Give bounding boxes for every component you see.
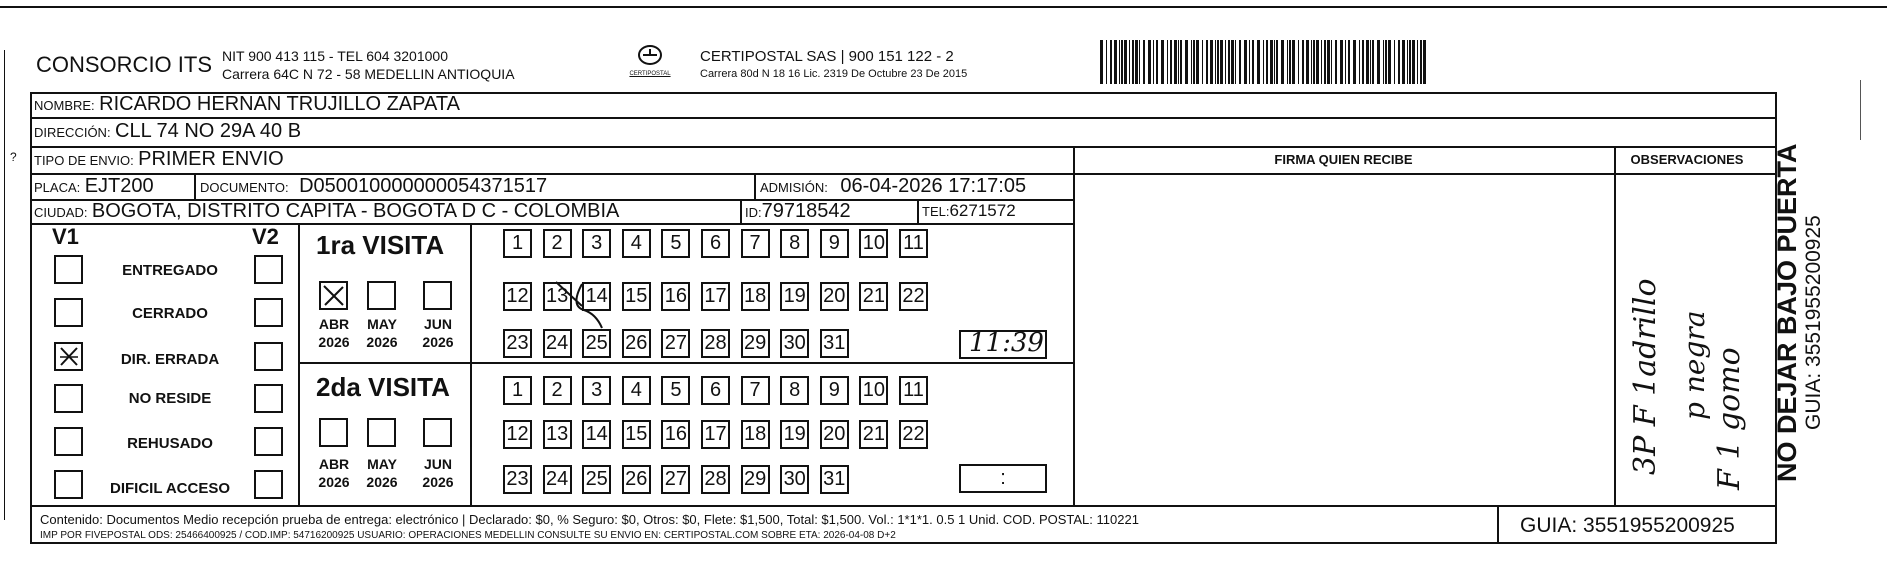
- barcode-bar: [1235, 40, 1236, 84]
- barcode-bar: [1270, 40, 1273, 84]
- col-line-id: [740, 199, 742, 223]
- barcode-bar: [1110, 40, 1112, 84]
- id-value: 79718542: [761, 200, 851, 222]
- side-guia: GUIA: 3551955200925: [1802, 215, 1825, 430]
- barcode-bar: [1148, 40, 1151, 84]
- documento-row: [200, 175, 547, 198]
- visit1-day-11[interactable]: 11: [899, 229, 928, 258]
- visit2-month-may-box[interactable]: [367, 418, 396, 447]
- cert-line1: CERTIPOSTAL SAS | 900 151 122 - 2: [700, 48, 954, 65]
- visit2-title: 2da VISITA: [316, 372, 450, 402]
- admision-label: ADMISIÓN:: [760, 180, 828, 195]
- visit2-day-23[interactable]: 23: [503, 465, 532, 494]
- tel-row: [922, 201, 1016, 221]
- visit2-day-9[interactable]: 9: [820, 376, 849, 405]
- barcode: [1100, 40, 1430, 84]
- tipo-value: PRIMER ENVIO: [138, 148, 284, 170]
- left-edge-line: [4, 50, 5, 520]
- month-label: MAY: [367, 456, 397, 472]
- footer-line1: Contenido: Documentos Medio recepción prueba de entrega: electrónico | Declarado: $0, % Seguro: $0, Otros: $0, Flete: $1,500, Total: $1,500. Vol.: 1*1*1. 0.5 1 Unid. COD. POSTAL: 110221: [40, 512, 1139, 527]
- barcode-bar: [1362, 40, 1364, 84]
- company-line1: NIT 900 413 115 - TEL 604 3201000: [222, 48, 448, 64]
- v2-checkbox-no-reside[interactable]: [254, 384, 283, 413]
- barcode-bar: [1129, 40, 1130, 84]
- barcode-bar: [1266, 40, 1268, 84]
- check-x-icon: [321, 283, 346, 308]
- barcode-bar: [1178, 40, 1179, 84]
- barcode-bar: [1313, 40, 1315, 84]
- v1-checkbox-dificil-acceso[interactable]: [54, 470, 83, 499]
- barcode-bar: [1191, 40, 1192, 84]
- barcode-bar: [1180, 40, 1182, 84]
- check-x-icon: [56, 344, 81, 369]
- tipo-row: [34, 148, 284, 171]
- visit2-day-4[interactable]: 4: [622, 376, 651, 405]
- barcode-bar: [1370, 40, 1371, 84]
- barcode-bar: [1331, 40, 1332, 84]
- ciudad-value: BOGOTA, DISTRITO CAPITA - BOGOTA D C - COLOMBIA: [91, 200, 620, 222]
- visit2-day-7[interactable]: 7: [741, 376, 770, 405]
- row-line: [30, 505, 1777, 507]
- no-dejar-bajo-puerta: NO DEJAR BAJO PUERTA: [1772, 143, 1802, 482]
- status-rehusado: REHUSADO: [127, 435, 213, 452]
- barcode-bar: [1311, 40, 1312, 84]
- barcode-bar: [1132, 40, 1134, 84]
- visit2-day-1[interactable]: 1: [503, 376, 532, 405]
- barcode-bar: [1215, 40, 1216, 84]
- status-entregado: ENTREGADO: [122, 262, 218, 279]
- obs-handwriting-2: p negra: [1678, 310, 1711, 420]
- barcode-bar: [1345, 40, 1346, 84]
- col-line-footer-guia: [1497, 505, 1499, 544]
- barcode-bar: [1292, 40, 1295, 84]
- visit2-day-31[interactable]: 31: [820, 465, 849, 494]
- col-line-firma: [1073, 146, 1075, 506]
- barcode-bar: [1225, 40, 1226, 84]
- direccion-row: [34, 120, 301, 143]
- visit2-day-8[interactable]: 8: [780, 376, 809, 405]
- barcode-bar: [1321, 40, 1322, 84]
- barcode-bar: [1324, 40, 1326, 84]
- visit1-day-25[interactable]: 25: [582, 329, 611, 358]
- visit1-day-14[interactable]: 14: [582, 282, 611, 311]
- observaciones-header: OBSERVACIONES: [1630, 152, 1744, 167]
- barcode-bar: [1298, 40, 1299, 84]
- visit2-day-3[interactable]: 3: [582, 376, 611, 405]
- visit1-day-27[interactable]: 27: [661, 329, 690, 358]
- barcode-bar: [1167, 40, 1168, 84]
- col-line-placa: [194, 173, 196, 199]
- visit2-month-jun-box[interactable]: [423, 418, 452, 447]
- barcode-bar: [1423, 40, 1426, 84]
- barcode-bar: [1274, 40, 1275, 84]
- visit2-day-29[interactable]: 29: [741, 465, 770, 494]
- logo-text: CERTIPOSTAL: [629, 71, 671, 77]
- barcode-bar: [1220, 40, 1223, 84]
- visit1-day-1[interactable]: 1: [503, 229, 532, 258]
- barcode-bar: [1372, 40, 1374, 84]
- visit1-day-13[interactable]: 13: [543, 282, 572, 311]
- visit2-time-colon: :: [1000, 467, 1006, 489]
- obs-handwriting-3: F 1 gomo: [1712, 347, 1747, 490]
- barcode-bar: [1340, 40, 1343, 84]
- barcode-bar: [1289, 40, 1291, 84]
- col-line-tel: [917, 199, 919, 223]
- visit1-day-29[interactable]: 29: [741, 329, 770, 358]
- barcode-bar: [1420, 40, 1422, 84]
- barcode-bar: [1281, 40, 1284, 84]
- barcode-bar: [1114, 40, 1117, 84]
- v1-checkbox-entregado[interactable]: [54, 255, 83, 284]
- visit1-day-16[interactable]: 16: [661, 282, 690, 311]
- visit1-day-15[interactable]: 15: [622, 282, 651, 311]
- month-label: JUN: [423, 456, 452, 472]
- barcode-bar: [1257, 40, 1260, 84]
- barcode-bar: [1409, 40, 1411, 84]
- barcode-bar: [1316, 40, 1319, 84]
- year-label: 2026: [366, 474, 398, 490]
- col-line-visits: [298, 223, 300, 505]
- barcode-bar: [1385, 40, 1387, 84]
- visit1-month-jun-box[interactable]: [423, 281, 452, 310]
- barcode-bar: [1244, 40, 1247, 84]
- visit1-day-28[interactable]: 28: [701, 329, 730, 358]
- obs-handwriting-1: 3P F 1adrillo: [1628, 278, 1663, 475]
- visit2-day-17[interactable]: 17: [701, 420, 730, 449]
- barcode-bar: [1398, 40, 1400, 84]
- barcode-bar: [1348, 40, 1350, 84]
- visit2-day-5[interactable]: 5: [661, 376, 690, 405]
- logo-icon: [637, 44, 663, 66]
- barcode-bar: [1335, 40, 1337, 84]
- barcode-bar: [1263, 40, 1264, 84]
- visit2-day-22[interactable]: 22: [899, 420, 928, 449]
- barcode-bar: [1407, 40, 1408, 84]
- visit1-day-31[interactable]: 31: [820, 329, 849, 358]
- tipo-label: TIPO DE ENVIO:: [34, 153, 134, 168]
- barcode-bar: [1302, 40, 1304, 84]
- ciudad-row: [34, 200, 619, 223]
- documento-label: DOCUMENTO:: [200, 180, 289, 195]
- certipostal-logo: [628, 44, 672, 77]
- barcode-bar: [1210, 40, 1213, 84]
- footer-line2: IMP POR FIVEPOSTAL ODS: 25466400925 / COD.IMP: 54716200925 USUARIO: OPERACIONES MEDELLIN CONSULTE SU ENVIO EN: CERTIPOSTAL.COM SOBRE ETA: 2026-04-08 D+2: [40, 530, 896, 541]
- barcode-bar: [1228, 40, 1230, 84]
- month-label: MAY: [367, 316, 397, 332]
- documento-value: D050010000000054371517: [299, 175, 548, 197]
- scan-mark: [1860, 80, 1861, 140]
- barcode-bar: [1417, 40, 1418, 84]
- visit1-month-abr-box[interactable]: [319, 281, 348, 310]
- placa-label: PLACA:: [34, 180, 81, 195]
- footer-guia: GUIA: 3551955200925: [1520, 514, 1735, 537]
- v2-checkbox-cerrado[interactable]: [254, 298, 283, 327]
- barcode-bar: [1306, 40, 1309, 84]
- barcode-bar: [1156, 40, 1158, 84]
- barcode-bar: [1121, 40, 1123, 84]
- visit2-day-15[interactable]: 15: [622, 420, 651, 449]
- status-dificil-acceso: DIFICIL ACCESO: [109, 480, 230, 497]
- visit1-day-26[interactable]: 26: [622, 329, 651, 358]
- visit1-month-abr: [309, 315, 359, 351]
- visit1-day-22[interactable]: 22: [899, 282, 928, 311]
- direccion-value: CLL 74 NO 29A 40 B: [115, 120, 302, 142]
- visit2-day-24[interactable]: 24: [543, 465, 572, 494]
- barcode-bar: [1402, 40, 1405, 84]
- col-line-days: [470, 223, 472, 505]
- visit1-day-23[interactable]: 23: [503, 329, 532, 358]
- v1-checkbox-cerrado[interactable]: [54, 298, 83, 327]
- visit2-day-18[interactable]: 18: [741, 420, 770, 449]
- tel-label: TEL:: [922, 204, 950, 219]
- visit1-day-8[interactable]: 8: [780, 229, 809, 258]
- v2-checkbox-dificil-acceso[interactable]: [254, 470, 283, 499]
- visit1-day-6[interactable]: 6: [701, 229, 730, 258]
- visit2-day-28[interactable]: 28: [701, 465, 730, 494]
- cert-line2: Carrera 80d N 18 16 Lic. 2319 De Octubre 23 De 2015: [700, 68, 968, 80]
- v2-checkbox-dir-errada[interactable]: [254, 342, 283, 371]
- visit1-day-12[interactable]: 12: [503, 282, 532, 311]
- year-label: 2026: [366, 334, 398, 350]
- visit1-day-20[interactable]: 20: [820, 282, 849, 311]
- barcode-bar: [1217, 40, 1219, 84]
- barcode-bar: [1249, 40, 1250, 84]
- visit1-day-3[interactable]: 3: [582, 229, 611, 258]
- barcode-bar: [1359, 40, 1360, 84]
- visit1-time-box[interactable]: [959, 330, 1047, 359]
- direccion-label: DIRECCIÓN:: [34, 125, 111, 140]
- barcode-bar: [1353, 40, 1356, 84]
- visit2-month-may: [357, 455, 407, 491]
- barcode-bar: [1231, 40, 1234, 84]
- v1-checkbox-dir-errada[interactable]: [54, 342, 83, 371]
- visit2-time-box[interactable]: [959, 464, 1047, 493]
- row-line: [30, 117, 1777, 119]
- placa-value: EJT200: [84, 175, 154, 197]
- visit2-month-jun: [413, 455, 463, 491]
- scan-mark: ?: [10, 150, 17, 164]
- barcode-bar: [1170, 40, 1172, 84]
- barcode-bar: [1412, 40, 1415, 84]
- visit1-day-19[interactable]: 19: [780, 282, 809, 311]
- visit2-day-16[interactable]: 16: [661, 420, 690, 449]
- month-label: ABR: [318, 316, 350, 332]
- visit1-day-5[interactable]: 5: [661, 229, 690, 258]
- visit2-day-26[interactable]: 26: [622, 465, 651, 494]
- visit1-month-jun: [413, 315, 463, 351]
- id-label: ID:: [745, 205, 762, 220]
- visit1-month-may-box[interactable]: [367, 281, 396, 310]
- visit1-day-18[interactable]: 18: [741, 282, 770, 311]
- admision-row: [760, 175, 1026, 198]
- barcode-bar: [1153, 40, 1154, 84]
- barcode-bar: [1161, 40, 1164, 84]
- col-line-obs: [1614, 146, 1616, 506]
- visit2-day-27[interactable]: 27: [661, 465, 690, 494]
- year-label: 2026: [318, 474, 350, 490]
- v2-label: V2: [252, 224, 279, 249]
- visit1-day-30[interactable]: 30: [780, 329, 809, 358]
- firma-header: FIRMA QUIEN RECIBE: [1274, 152, 1413, 167]
- visit2-day-30[interactable]: 30: [780, 465, 809, 494]
- col-line-admision: [754, 173, 756, 199]
- barcode-bar: [1377, 40, 1380, 84]
- row-line: [30, 223, 1074, 225]
- admision-value: 06-04-2026 17:17:05: [840, 175, 1027, 197]
- visit1-day-17[interactable]: 17: [701, 282, 730, 311]
- barcode-bar: [1143, 40, 1145, 84]
- id-row: [745, 200, 851, 223]
- year-label: 2026: [422, 334, 454, 350]
- visit1-day-2[interactable]: 2: [543, 229, 572, 258]
- visit1-day-10[interactable]: 10: [859, 229, 888, 258]
- visit1-day-strike-mark: [552, 276, 622, 336]
- barcode-bar: [1252, 40, 1254, 84]
- visit2-day-11[interactable]: 11: [899, 376, 928, 405]
- barcode-bar: [1124, 40, 1127, 84]
- visit2-day-10[interactable]: 10: [859, 376, 888, 405]
- v1-checkbox-rehusado[interactable]: [54, 427, 83, 456]
- status-no-reside: NO RESIDE: [128, 390, 212, 407]
- placa-row: [34, 175, 154, 198]
- nombre-label: NOMBRE:: [34, 98, 95, 113]
- status-cerrado: CERRADO: [132, 305, 208, 322]
- ciudad-label: CIUDAD:: [34, 205, 88, 220]
- company-line2: Carrera 64C N 72 - 58 MEDELLIN ANTIOQUIA: [222, 66, 515, 82]
- barcode-bar: [1119, 40, 1120, 84]
- barcode-bar: [1276, 40, 1278, 84]
- visit2-day-20[interactable]: 20: [820, 420, 849, 449]
- barcode-bar: [1394, 40, 1395, 84]
- visit2-day-21[interactable]: 21: [859, 420, 888, 449]
- barcode-bar: [1239, 40, 1241, 84]
- barcode-bar: [1202, 40, 1203, 84]
- visit2-day-6[interactable]: 6: [701, 376, 730, 405]
- barcode-bar: [1287, 40, 1288, 84]
- company-name: CONSORCIO ITS: [36, 52, 213, 77]
- barcode-bar: [1100, 40, 1103, 84]
- visit1-day-9[interactable]: 9: [820, 229, 849, 258]
- row-line: [30, 146, 1777, 148]
- barcode-bar: [1383, 40, 1384, 84]
- visit2-day-25[interactable]: 25: [582, 465, 611, 494]
- barcode-bar: [1185, 40, 1188, 84]
- visit2-day-12[interactable]: 12: [503, 420, 532, 449]
- visit1-day-7[interactable]: 7: [741, 229, 770, 258]
- visit2-day-2[interactable]: 2: [543, 376, 572, 405]
- visit1-title: 1ra VISITA: [316, 230, 445, 260]
- v1-checkbox-no-reside[interactable]: [54, 384, 83, 413]
- nombre-value: RICARDO HERNAN TRUJILLO ZAPATA: [99, 93, 460, 115]
- month-label: JUN: [423, 316, 452, 332]
- barcode-bar: [1366, 40, 1369, 84]
- visit2-month-abr: [309, 455, 359, 491]
- visit1-day-21[interactable]: 21: [859, 282, 888, 311]
- v2-checkbox-entregado[interactable]: [254, 255, 283, 284]
- visit-divider: [298, 362, 1074, 364]
- status-dir-errada: DIR. ERRADA: [120, 351, 220, 368]
- nombre-row: [34, 93, 460, 116]
- visit2-day-19[interactable]: 19: [780, 420, 809, 449]
- month-label: ABR: [318, 456, 350, 472]
- barcode-bar: [1106, 40, 1107, 84]
- visit1-day-24[interactable]: 24: [543, 329, 572, 358]
- visit2-day-13[interactable]: 13: [543, 420, 572, 449]
- barcode-bar: [1327, 40, 1330, 84]
- top-edge-line: [0, 6, 1887, 8]
- barcode-bar: [1388, 40, 1391, 84]
- tel-value: 6271572: [949, 201, 1016, 220]
- v2-checkbox-rehusado[interactable]: [254, 427, 283, 456]
- barcode-bar: [1196, 40, 1199, 84]
- visit2-month-abr-box[interactable]: [319, 418, 348, 447]
- visit1-day-4[interactable]: 4: [622, 229, 651, 258]
- barcode-bar: [1174, 40, 1177, 84]
- visit1-time-handwritten: 11:39: [969, 328, 1044, 358]
- barcode-bar: [1135, 40, 1138, 84]
- year-label: 2026: [422, 474, 454, 490]
- visit2-day-14[interactable]: 14: [582, 420, 611, 449]
- barcode-bar: [1193, 40, 1195, 84]
- year-label: 2026: [318, 334, 350, 350]
- barcode-bar: [1139, 40, 1140, 84]
- v1-label: V1: [52, 224, 79, 249]
- barcode-bar: [1206, 40, 1208, 84]
- visit1-month-may: [357, 315, 407, 351]
